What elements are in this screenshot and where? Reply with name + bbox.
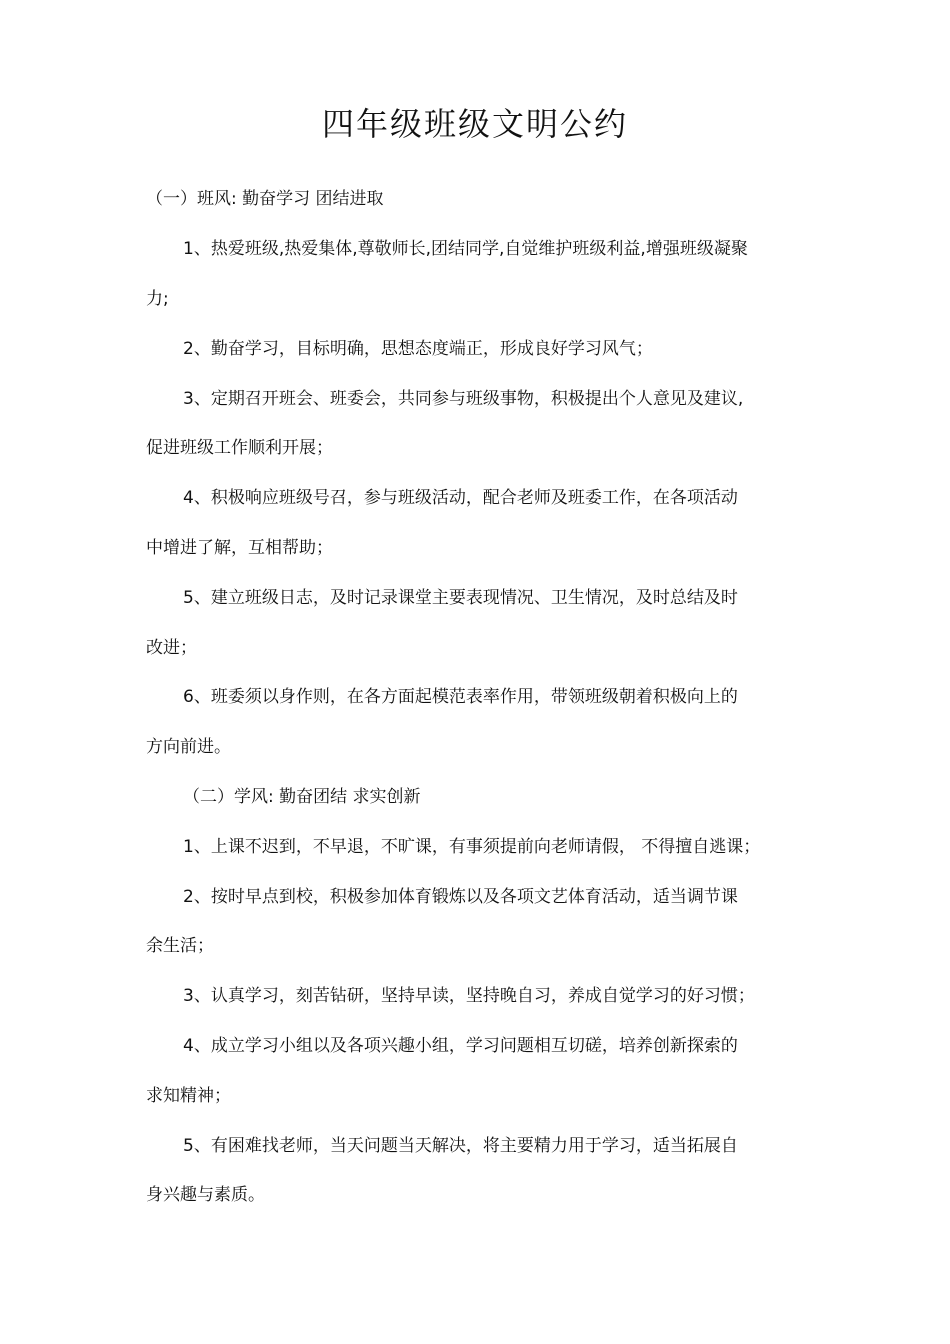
section-heading-1: （一）班风: 勤奋学习 团结进取 xyxy=(146,189,384,209)
paragraph-line: 5、有困难找老师，当天问题当天解决，将主要精力用于学习，适当拓展自 xyxy=(183,1136,738,1156)
paragraph-line: 2、按时早点到校，积极参加体育锻炼以及各项文艺体育活动，适当调节课 xyxy=(183,887,738,907)
paragraph-line: 2、勤奋学习，目标明确，思想态度端正，形成良好学习风气； xyxy=(183,339,653,359)
paragraph-line: 1、上课不迟到，不早退，不旷课，有事须提前向老师请假， 不得擅自逃课； xyxy=(183,837,761,857)
section-heading-2: （二）学风: 勤奋团结 求实创新 xyxy=(183,787,421,807)
paragraph-line: 改进； xyxy=(146,638,197,658)
paragraph-line: 3、定期召开班会、班委会，共同参与班级事物，积极提出个人意见及建议, xyxy=(183,389,744,409)
paragraph-line: 5、建立班级日志，及时记录课堂主要表现情况、卫生情况，及时总结及时 xyxy=(183,588,738,608)
paragraph-line: 力; xyxy=(146,289,169,309)
paragraph-line: 4、积极响应班级号召，参与班级活动，配合老师及班委工作，在各项活动 xyxy=(183,488,738,508)
paragraph-line: 6、班委须以身作则，在各方面起模范表率作用，带领班级朝着积极向上的 xyxy=(183,687,738,707)
paragraph-line: 4、成立学习小组以及各项兴趣小组，学习问题相互切磋，培养创新探索的 xyxy=(183,1036,738,1056)
paragraph-line: 1、热爱班级,热爱集体,尊敬师长,团结同学,自觉维护班级利益,增强班级凝聚 xyxy=(183,239,748,259)
paragraph-line: 3、认真学习，刻苦钻研，坚持早读，坚持晚自习，养成自觉学习的好习惯； xyxy=(183,986,755,1006)
document-title: 四年级班级文明公约 xyxy=(321,105,628,143)
paragraph-line: 促进班级工作顺利开展； xyxy=(146,438,333,458)
paragraph-line: 求知精神； xyxy=(146,1086,231,1106)
paragraph-line: 方向前进。 xyxy=(146,737,231,757)
paragraph-line: 中增进了解，互相帮助； xyxy=(146,538,333,558)
paragraph-line: 身兴趣与素质。 xyxy=(146,1185,265,1205)
paragraph-line: 余生活； xyxy=(146,936,214,956)
